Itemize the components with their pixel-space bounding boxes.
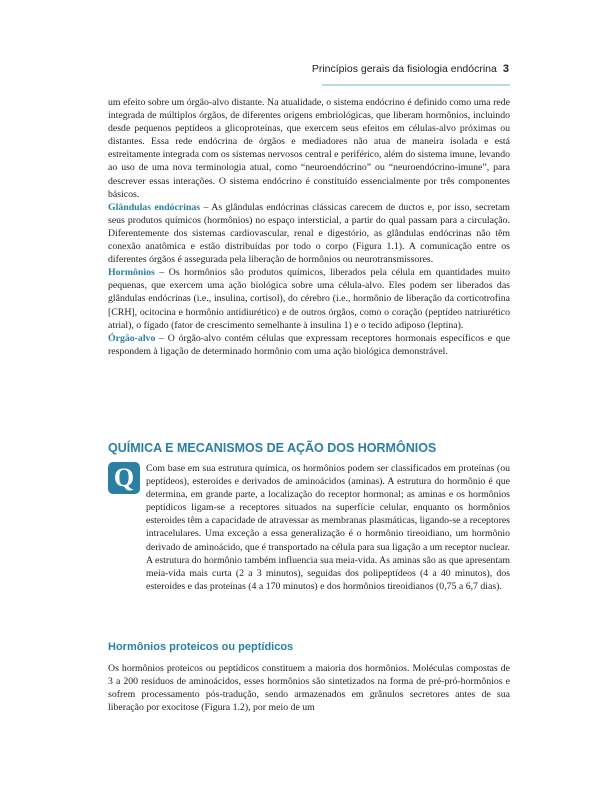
header-rule <box>322 84 510 86</box>
section-text: Com base em sua estrutura química, os hormônios podem ser classificados em proteínas (ou peptídeos), esteroides e derivados de aminoácidos (aminas). A estrutura do hormônio é que determina, em grande parte, a localização do receptor hormonal; as aminas e os hormônios peptídicos ligam-se a receptores situados na superfície celular, enquanto os hormônios esteroides têm a capacidade de atravessar as membranas plasmáticas, ligando-se a receptores intracelulares. Uma exceção a essa generalização é o hormônio tireoidiano, um hormônio derivado de aminoácido, que é transportado na célula para sua ligação a um receptor nuclear. A estrutura do hormônio também influencia sua meia-vida. As aminas são as que apresentam meia-vida mais curta (2 a 3 minutos), seguidas dos polipeptídeos (4 a 40 minutos), dos esteroides e das proteínas (4 a 170 minutos) e dos hormônios tireoidianos (0,75 a 6,7 dias). <box>146 463 511 592</box>
subsection-paragraph: Os hormônios proteicos ou peptídicos constituem a maioria dos hormônios. Moléculas compostas de 3 a 200 resíduos de aminoácidos, esses hormônios são sintetizados na forma de pré-pró-hormônios e sofrem processamento pós-tradução, sendo armazenados em grânulos secretores antes de sua liberação por exocitose (Figura 1.2), por meio de um <box>108 663 510 714</box>
definition-text: – O órgão-alvo contém células que expressam receptores hormonais específicos e que respondem à ligação de determinado hormônio com uma ação biológica demonstrável. <box>108 332 510 357</box>
definition-term: Hormônios <box>108 267 155 279</box>
definition-text: – Os hormônios são produtos químicos, liberados pela célula em quantidades muito pequenas, que exercem uma ação biológica sobre uma célula-alvo. Eles podem ser liberados das glândulas endócrinas (i.e., insulina, cortisol), do cérebro (i.e., hormônio de liberação da corticotrofina [CRH], ocitocina e hormônio antidiurético) e de outros órgãos, como o coração (peptídeo natriurético atrial), o fígado (fator de crescimento semelhante à insulina 1) e o tecido adiposo (leptina). <box>108 267 510 331</box>
definition-text: – As glândulas endócrinas clássicas carecem de ductos e, por isso, secretam seus produtos químicos (hormônios) no espaço intersticial, a partir do qual passam para a circulação. Diferentemente dos sistemas cardiovascular, renal e digestório, as glândulas endócrinas não têm conexão anatômica e estão distribuídas por todo o corpo (Figura 1.1). A comunicação entre os diferentes órgãos é assegurada pela liberação de hormônios ou neurotransmissores. <box>108 201 510 266</box>
definition-term: Glândulas endócrinas <box>108 201 201 213</box>
definition-hormonios <box>108 266 510 331</box>
subsection-heading: Hormônios proteicos ou peptídicos <box>108 641 294 653</box>
running-header <box>300 63 509 83</box>
definition-orgao-alvo <box>108 332 510 358</box>
section-heading: QUÍMICA E MECANISMOS DE AÇÃO DOS HORMÔNIOS <box>108 441 437 455</box>
definition-term: Órgão-alvo <box>108 332 156 344</box>
top-text-stack <box>108 96 510 358</box>
intro-paragraph: um efeito sobre um órgão-alvo distante. Na atualidade, o sistema endócrino é definido como uma rede integrada de múltiplos órgãos, de diferentes origens embriológicas, que liberam hormônios, incluindo desde pequenos peptídeos a glicoproteínas, que exercem seus efeitos em células-alvo próximas ou distantes. Essa rede endócrina de órgãos e mediadores não atua de maneira isolada e está estreitamente integrada com os sistemas nervosos central e periférico, além do sistema imune, levando ao uso de uma nova terminologia atual, como “neuroendócrino” ou “neuroendócrino-imune”, para descrever essas interações. O sistema endócrino é constituído essencialmente por três componentes básicos. <box>108 97 510 200</box>
section-paragraph <box>108 462 510 593</box>
running-title: Princípios gerais da fisiologia endócrina <box>311 63 497 75</box>
definition-glandulas <box>108 201 510 266</box>
dropcap-letter: Q <box>113 463 135 492</box>
page-number: 3 <box>502 63 509 75</box>
